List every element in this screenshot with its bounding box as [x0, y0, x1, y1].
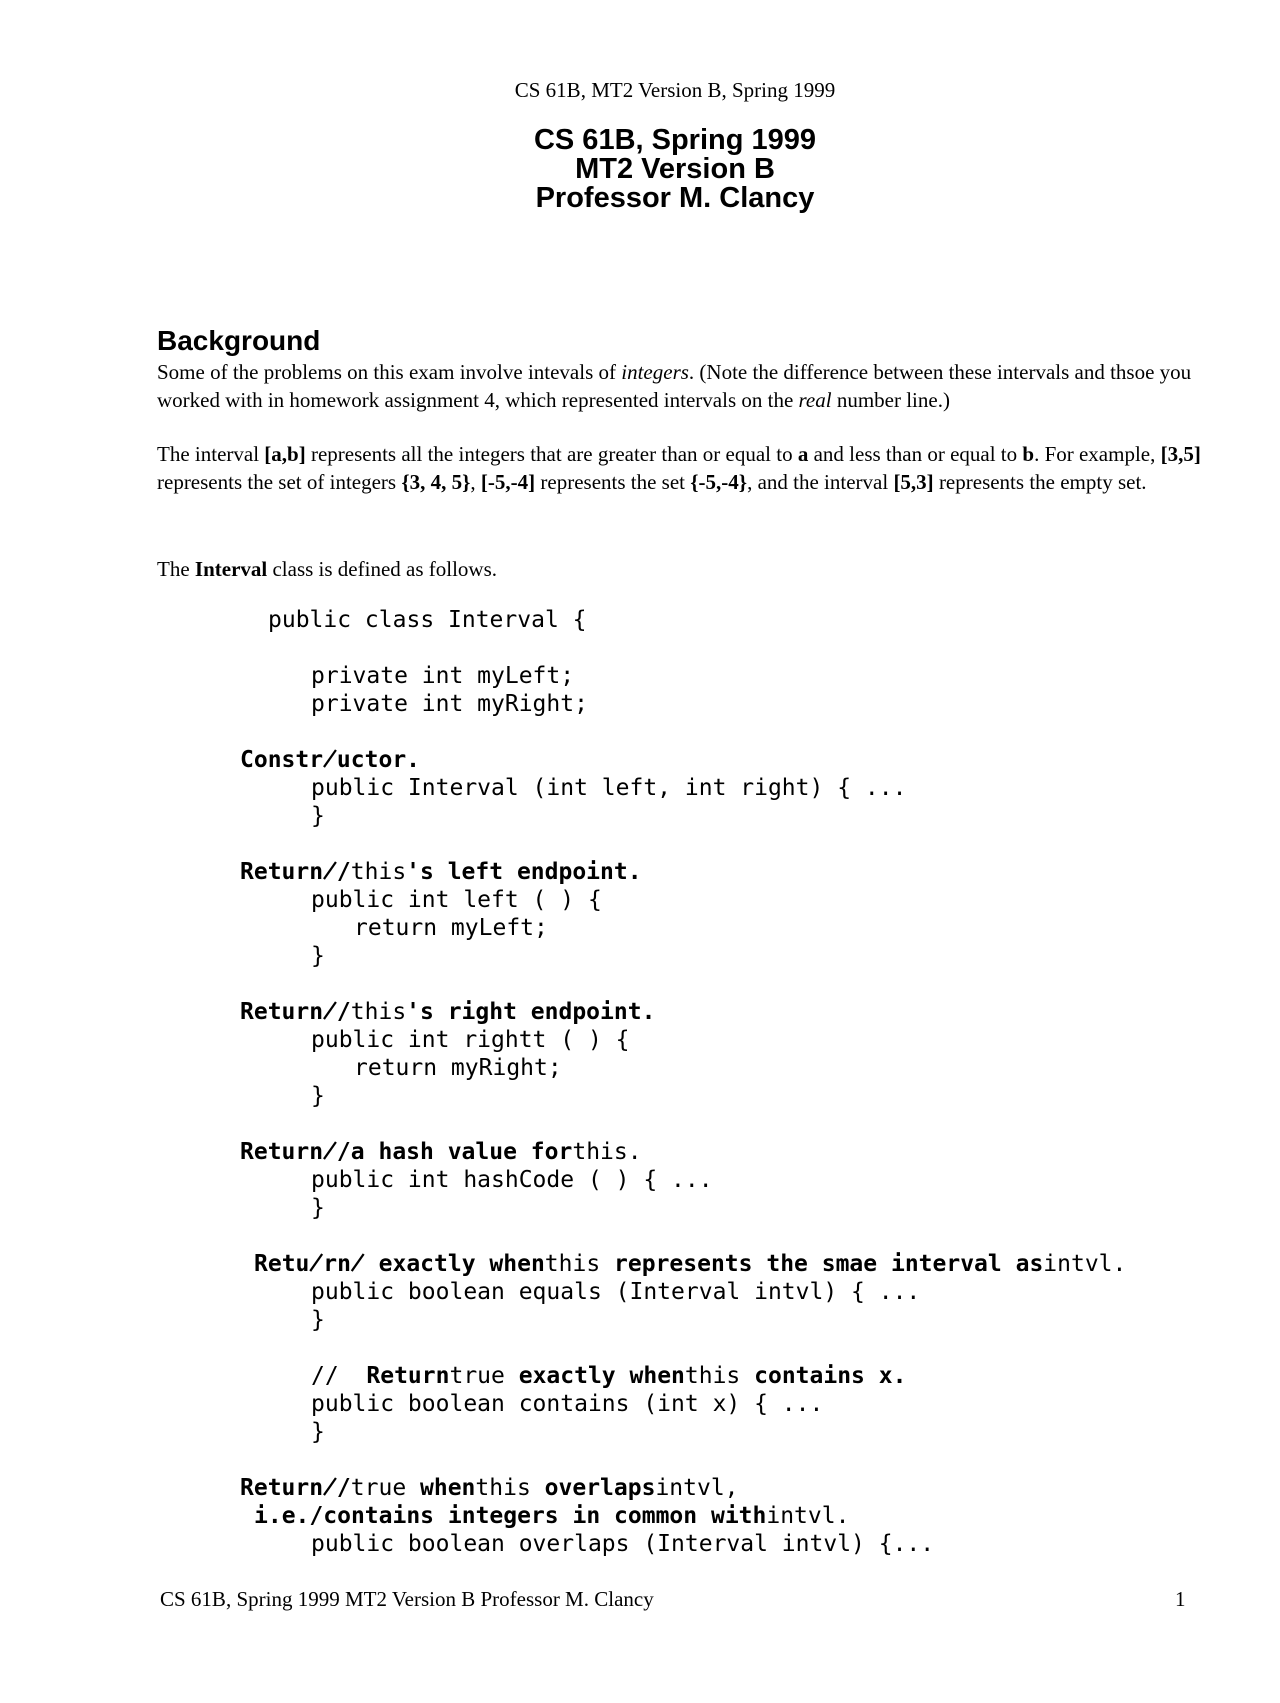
footer-text: CS 61B, Spring 1999 MT2 Version B Professor M. Clancy: [160, 1587, 654, 1611]
title-exam: MT2 Version B: [575, 153, 775, 185]
code-line: public boolean equals (Interval intvl) { ...: [311, 1279, 921, 1305]
title-professor: Professor M. Clancy: [535, 182, 815, 214]
code-comment: i.e./contains integers in common withintvl.: [254, 1503, 850, 1529]
code-line: }: [311, 1419, 325, 1445]
code-comment: // Returntrue exactly whenthis contains x.: [311, 1363, 907, 1389]
page-number: 1: [1175, 1587, 1186, 1611]
code-comment: Return̸/a hash value forthis.: [240, 1139, 642, 1165]
code-line: return myRight;: [354, 1055, 562, 1081]
code-comment: Return̸/true whenthis overlapsintvl,: [240, 1475, 739, 1501]
code-comment: Return̸/this's right endpoint.: [240, 999, 656, 1025]
code-comment: Return̸/this's left endpoint.: [240, 859, 642, 885]
code-line: return myLeft;: [354, 915, 548, 941]
paragraph-intervals-intro: Some of the problems on this exam involve intevals of integers. (Note the difference between these intervals and thsoe you worked with in homework assignment 4, which represented intervals on the real number line.): [157, 360, 1192, 412]
code-comment: Retu̸rn̸ exactly whenthis represents the smae interval asintvl.: [254, 1251, 1127, 1277]
document-title: [0, 126, 1280, 213]
code-comment: Constr̸uctor.: [240, 747, 421, 773]
code-line: public int rightt ( ) {: [311, 1027, 630, 1053]
code-line: public Interval (int left, int right) { ...: [311, 775, 907, 801]
code-line: public boolean overlaps (Interval intvl) {...: [311, 1531, 935, 1557]
code-line: public boolean contains (int x) { ...: [311, 1391, 824, 1417]
code-line: public int left ( ) {: [311, 887, 602, 913]
running-header: CS 61B, MT2 Version B, Spring 1999: [514, 78, 836, 102]
paragraph-interval-definition: The interval [a,b] represents all the integers that are greater than or equal to a and less than or equal to b. For example, [3,5] represents the set of integers {3, 4, 5}, [-5,-4] represents the set {-5,-4}, and the interval [5,3] represents the empty set.: [157, 442, 1201, 494]
title-course: CS 61B, Spring 1999: [533, 124, 817, 156]
code-line: public int hashCode ( ) { ...: [311, 1167, 713, 1193]
code-line: }: [311, 1195, 325, 1221]
paragraph-class-intro: The Interval class is defined as follows.: [157, 557, 498, 581]
code-line: }: [311, 803, 325, 829]
code-line: }: [311, 1307, 325, 1333]
code-line: }: [311, 1083, 325, 1109]
code-line: private int myRight;: [311, 691, 588, 717]
code-line: public class Interval {: [268, 607, 587, 633]
code-line: }: [311, 943, 325, 969]
code-line: private int myLeft;: [311, 663, 575, 689]
section-heading-background: Background: [157, 325, 321, 356]
